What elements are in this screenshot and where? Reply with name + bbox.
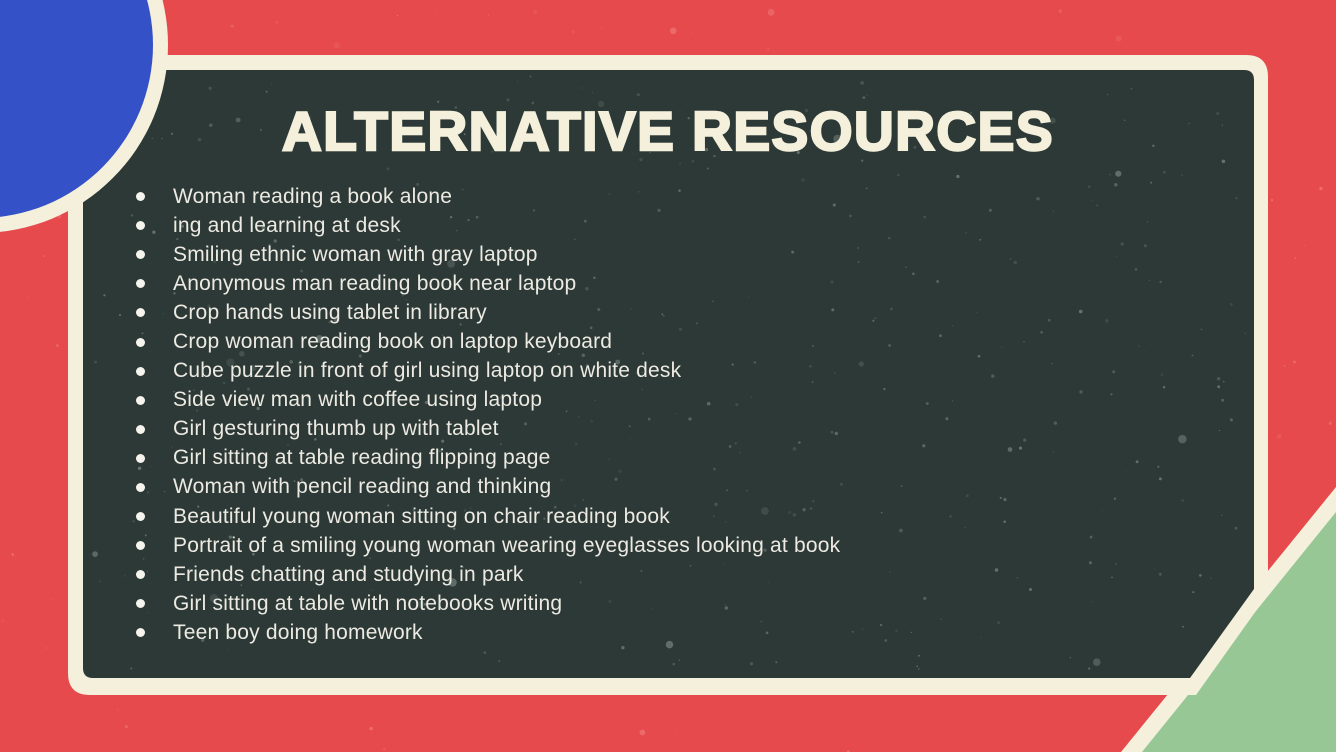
list-item-text: Beautiful young woman sitting on chair reading book (173, 504, 671, 528)
bullet-icon (136, 221, 145, 230)
resource-list (136, 182, 840, 648)
bullet-icon (136, 396, 145, 405)
list-item (136, 269, 840, 298)
bullet-icon (136, 599, 145, 608)
list-item (136, 182, 840, 211)
list-item (136, 444, 840, 473)
list-item-text: Girl sitting at table with notebooks writing (173, 591, 563, 615)
list-item-text: Crop woman reading book on laptop keyboard (173, 330, 613, 354)
list-item (136, 240, 840, 269)
list-item-text: Side view man with coffee using laptop (173, 388, 543, 412)
list-item-text: Cube puzzle in front of girl using laptop on white desk (173, 359, 682, 383)
bullet-icon (136, 308, 145, 317)
bullet-icon (136, 338, 145, 347)
list-item (136, 386, 840, 415)
bullet-icon (136, 250, 145, 259)
list-item (136, 473, 840, 502)
bullet-icon (136, 512, 145, 521)
bullet-icon (136, 628, 145, 637)
list-item-text: ing and learning at desk (173, 213, 401, 237)
bullet-icon (136, 425, 145, 434)
list-item-text: Girl gesturing thumb up with tablet (173, 417, 499, 441)
list-item (136, 502, 840, 531)
list-item-text: Woman with pencil reading and thinking (173, 475, 552, 499)
list-item-text: Woman reading a book alone (173, 184, 453, 208)
list-item-text: Anonymous man reading book near laptop (173, 271, 577, 295)
list-item-text: Friends chatting and studying in park (173, 562, 524, 586)
list-item (136, 531, 840, 560)
list-item (136, 618, 840, 647)
list-item-text: Smiling ethnic woman with gray laptop (173, 242, 538, 266)
list-item (136, 560, 840, 589)
list-item-text: Crop hands using tablet in library (173, 300, 487, 324)
list-item (136, 357, 840, 386)
bullet-icon (136, 367, 145, 376)
bullet-icon (136, 570, 145, 579)
list-item (136, 211, 840, 240)
bullet-icon (136, 483, 145, 492)
list-item (136, 327, 840, 356)
list-item-text: Teen boy doing homework (173, 620, 423, 644)
bullet-icon (136, 454, 145, 463)
bullet-icon (136, 541, 145, 550)
bullet-icon (136, 192, 145, 201)
list-item (136, 298, 840, 327)
list-item (136, 589, 840, 618)
bullet-icon (136, 279, 145, 288)
list-item-text: Girl sitting at table reading flipping page (173, 446, 551, 470)
slide-title: ALTERNATIVE RESOURCES (281, 100, 1054, 162)
list-item-text: Portrait of a smiling young woman wearing eyeglasses looking at book (173, 533, 841, 557)
list-item (136, 415, 840, 444)
